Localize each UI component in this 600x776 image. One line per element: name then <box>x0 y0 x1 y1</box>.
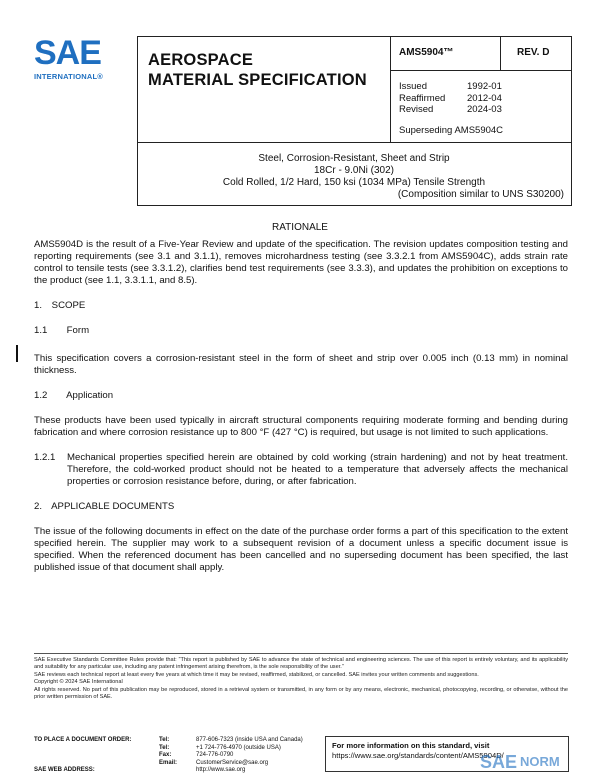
reaffirmed-value: 2012-04 <box>467 92 502 104</box>
subject-line-3: Cold Rolled, 1/2 Hard, 150 ksi (1034 MPa) Tensile Strength <box>222 177 486 188</box>
section-2-heading <box>34 501 568 513</box>
web-label: SAE WEB ADDRESS: <box>34 767 95 773</box>
section-1-1-number: 1.1 <box>34 325 48 336</box>
more-info-text: For more information on this standard, visit <box>332 741 490 750</box>
footer-rules-text: SAE Executive Standards Committee Rules provide that: “This report is published by SAE to advance the state of technical and engineering sciences. The use of this report is entirely voluntary, and its applicability and suitability for any particular use, including any patent infringement arising therefrom, is the sole responsibility of the user.” <box>34 657 568 670</box>
document-body <box>34 239 568 574</box>
section-2-number: 2. <box>34 501 43 512</box>
email-link[interactable]: CustomerService@sae.org <box>196 759 269 766</box>
revised-row <box>399 104 571 116</box>
watermark-sae: SAE <box>480 752 518 772</box>
issued-value: 1992-01 <box>467 81 502 92</box>
section-1-2-1 <box>34 452 568 488</box>
specification-subject <box>138 143 570 205</box>
sae-logo <box>34 36 124 86</box>
fax-value: 724-776-0790 <box>196 752 234 758</box>
section-1-2-title: Application <box>66 390 114 401</box>
issued-label: Issued <box>399 81 427 92</box>
tel2-value: +1 724-776-4970 (outside USA) <box>196 744 281 751</box>
standard-url-link[interactable]: https://www.sae.org/standards/content/AMS5904D/ <box>332 751 504 760</box>
section-1-2-1-text: Mechanical properties specified herein are obtained by cold working (strain hardening) and not by heat treatment. Therefore, the cold-worked product should not be heated to a temperature that adversely affects the mechanical properties or corrosion resistance before, during, or after fabrication. <box>67 452 568 487</box>
tel-value: 877-606-7323 (inside USA and Canada) <box>196 737 303 743</box>
tel2-key: Tel: <box>159 744 170 751</box>
revision-label: REV. D <box>501 37 571 71</box>
sae-norm-watermark <box>480 752 598 774</box>
spec-number: AMS5904™ <box>391 37 501 71</box>
section-1-2-text: These products have been used typically in aircraft structural components requiring moderate forming and bending during fabrication and where corrosion resistance up to 800 °F (427 °C) is required, but usage is not limited to such applications. <box>34 415 568 438</box>
footer-copyright: Copyright © 2024 SAE International <box>34 679 123 686</box>
logo-international-text: INTERNATIONAL® <box>34 72 104 81</box>
section-1-heading <box>34 300 568 312</box>
section-1-title: SCOPE <box>51 300 86 311</box>
reaffirmed-row <box>399 93 571 105</box>
subject-line-4: (Composition similar to UNS S30200) <box>397 189 564 200</box>
reaffirmed-label: Reaffirmed <box>399 92 446 104</box>
section-1-number: 1. <box>34 300 43 311</box>
watermark-norm: NORM <box>520 754 560 769</box>
fax-key: Fax: <box>159 752 172 758</box>
section-1-2-number: 1.2 <box>34 390 48 401</box>
tel-key: Tel: <box>159 737 170 743</box>
title-line-2: MATERIAL SPECIFICATION <box>148 71 367 89</box>
document-type-title <box>138 37 391 143</box>
section-1-1-title: Form <box>66 325 90 336</box>
superseding-note: Superseding AMS5904C <box>399 124 504 136</box>
title-line-1: AEROSPACE <box>148 51 254 69</box>
spec-header-table <box>137 36 572 206</box>
footer-rights-text: All rights reserved. No part of this publication may be reproduced, stored in a retrieval system or transmitted, in any form or by any means, electronic, mechanical, photocopying, recording, or otherwise, without the prior written permission of SAE. <box>34 687 568 700</box>
order-label: TO PLACE A DOCUMENT ORDER: <box>34 737 132 743</box>
section-1-1-text: This specification covers a corrosion-resistant steel in the form of sheet and strip over 0.005 inch (0.13 mm) in nominal thickness. <box>34 353 568 376</box>
section-1-1-heading <box>34 325 568 337</box>
legal-footer <box>34 653 568 702</box>
section-2-title: APPLICABLE DOCUMENTS <box>51 501 175 512</box>
issued-row <box>399 81 571 93</box>
email-key: Email: <box>159 759 178 766</box>
section-1-2-1-number: 1.2.1 <box>34 452 56 463</box>
rationale-heading: RATIONALE <box>272 222 328 233</box>
section-2-text: The issue of the following documents in effect on the date of the purchase order forms a part of this specification to the extent specified herein. The supplier may work to a subsequent revision of a document unless a specific document issue is specified. When the referenced document has been cancelled and no superseding document has been specified, the last published issue of that document shall apply. <box>34 526 568 573</box>
revision-change-bar <box>16 345 18 362</box>
rationale-text: AMS5904D is the result of a Five-Year Review and update of the specification. The revision updates composition testing and reporting requirements (see 3.1 and 3.1.1), removes microhardness testing (see 3.3.2.1 from AMS5904C), adds strain rate control to tensile tests (see 3.3.1.2), clarifies bend test requirements (see 3.3.3), and updates the prohibition on exceptions to the product (see 1.1, 3.3.1.1, and 8.5). <box>34 239 568 286</box>
web-link[interactable]: http://www.sae.org <box>196 767 246 773</box>
subject-line-2: 18Cr - 9.0Ni (302) <box>313 165 395 176</box>
subject-line-1: Steel, Corrosion-Resistant, Sheet and Strip <box>258 153 450 164</box>
revised-label: Revised <box>399 104 434 115</box>
date-history <box>391 71 571 143</box>
revised-value: 2024-03 <box>467 104 502 115</box>
footer-review-text: SAE reviews each technical report at least every five years at which time it may be revised, reaffirmed, stabilized, or cancelled. SAE invites your written comments and suggestions. <box>34 671 479 678</box>
section-1-2-heading <box>34 390 568 402</box>
logo-sae-text: SAE <box>34 34 101 72</box>
